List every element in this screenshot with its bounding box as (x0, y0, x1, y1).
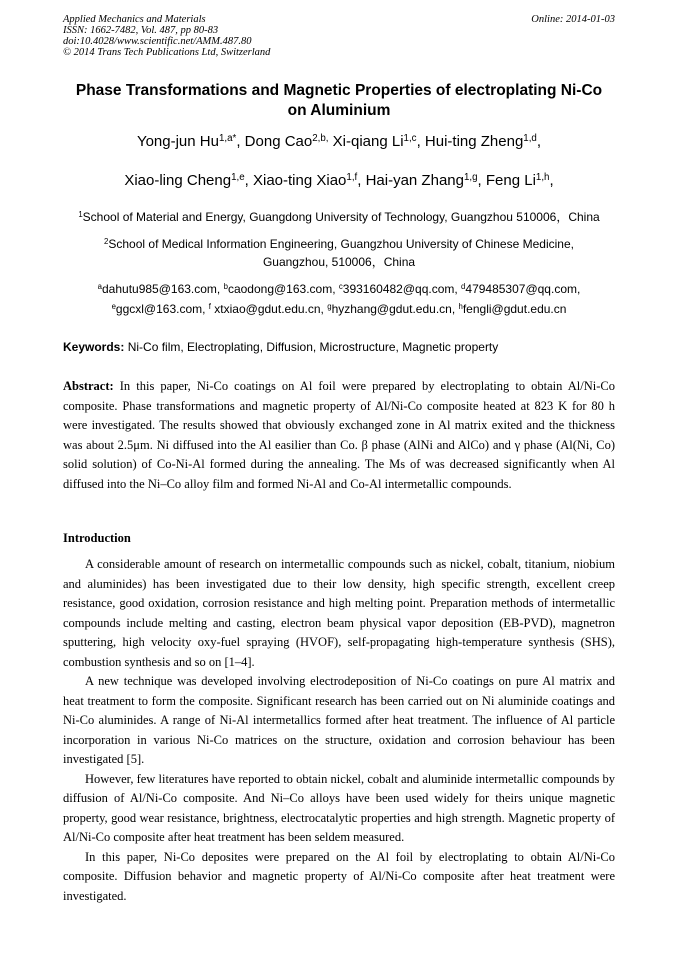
email-link[interactable]: $^a$dahutu985@163.com, (97, 282, 224, 296)
email-link[interactable]: $^g$hyzhang@gdut.edu.cn, (327, 302, 459, 316)
title-line-1: Phase Transformations and Magnetic Properties of electroplating Ni-Co (75, 82, 603, 99)
journal-doi[interactable]: doi:10.4028/www.scientific.net/AMM.487.80 (63, 36, 252, 47)
author: Hai-yan Zhang$^{1,g}$, (365, 172, 486, 189)
authors-line-1 (40, 133, 638, 151)
email-link[interactable]: $^f$ xtxiao@gdut.edu.cn, (208, 302, 328, 316)
email-link[interactable]: $^c$393160482@qq.com, (338, 282, 462, 296)
paragraph: In this paper, Ni-Co deposites were prepared on the Al foil by electroplating to obtain Al/Ni-Co composite. Diffusion behavior and magnetic property of Al/Ni-Co composite after heat treatment were investigated. (63, 849, 615, 903)
email-link[interactable]: $^e$ggcxl@163.com, (111, 302, 209, 316)
abstract-label: Abstract: (63, 379, 114, 393)
emails-line-2 (40, 299, 638, 319)
title-line-2: on Aluminium (287, 102, 391, 119)
journal-name: Applied Mechanics and Materials (63, 14, 206, 25)
journal-issn: ISSN: 1662-7482, Vol. 487, pp 80-83 (63, 25, 219, 36)
introduction-body (63, 555, 615, 906)
abstract-text: In this paper, Ni-Co coatings on Al foil were prepared by electroplating to obtain Al/Ni-Co composite. Phase transformations and magnetic property of Al/Ni-Co composite heated at 823 K for 80 h were investigated. The results showed that obviously exchanged zone in Al matrix exited and the thickness was about 2.5μm. Ni diffused into the Al easilier than Co. β phase (AlNi and AlCo) and γ phase (Al(Ni, Co) solid solution) of Co-Ni-Al formed during the annealing. The Ms of was decreased significantly when Al diffused into the Ni–Co alloy film and formed Ni-Al and Co-Al intermetallic compounds. (63, 379, 615, 491)
author: Hui-ting Zheng$^{1,d}$, (424, 133, 542, 150)
emails-line-1 (40, 279, 638, 299)
keywords-text: Ni-Co film, Electroplating, Diffusion, Microstructure, Magnetic property (124, 340, 499, 354)
paragraph: A new technique was developed involving electrodeposition of Ni-Co coatings on pure Al matrix and heat treatment to form the composite. Significant research has been carried out on Ni aluminide coatings and Ni-Co aluminides. A range of Ni-Al intermetallics formed after heat treatment. The influence of Al particle incorporation in various Ni-Co matrices on the structure, oxidation and corrosion behaviour has been investigated [5]. (63, 674, 615, 766)
author-emails (40, 279, 638, 319)
author: Xi-qiang Li$^{1,c}$, (332, 133, 425, 150)
affiliation-2: $^2$School of Medical Information Engineering, Guangzhou University of Chinese Medicine, Guangzhou, 510006，China (104, 237, 574, 269)
journal-header (63, 14, 615, 58)
paragraph: A considerable amount of research on intermetallic compounds such as nickel, cobalt, titanium, niobium and aluminides) has been investigated due to their low density, high specific strength, excellent creep resistance, good oxidation, corrosion resistance and high melting point. Preparation methods of intermetallic compounds include melting and casting, electron beam physical vapor deposition (EB-PVD), magnetron sputtering, high velocity oxy-fuel spraying (HVOF), self-propagating high-temperature synthesis (SHS), combustion synthesis and so on [1–4]. (63, 557, 615, 669)
email-link[interactable]: $^d$479485307@qq.com, (461, 282, 581, 296)
online-date: Online: 2014-01-03 (531, 14, 615, 25)
author: Xiao-ting Xiao$^{1,f}$, (252, 172, 366, 189)
paper-title (50, 81, 628, 121)
email-link[interactable]: $^h$fengli@gdut.edu.cn (458, 302, 567, 316)
authors-line-2 (40, 172, 638, 190)
author: Dong Cao$^{2,b,}$ (244, 133, 329, 150)
author: Xiao-ling Cheng$^{1,e}$, (124, 172, 253, 189)
author: Feng Li$^{1,h}$, (485, 172, 554, 189)
keywords-label: Keywords: (63, 340, 125, 354)
email-link[interactable]: $^b$caodong@163.com, (223, 282, 339, 296)
paragraph: However, few literatures have reported to obtain nickel, cobalt and aluminide intermetallic compounds by diffusion of Al/Ni-Co composite. And Ni–Co alloys have been used widely for theirs unique magnetic property, good wear resistance, brightness, electrocatalytic properties and high strength. Magnetic property of Al/Ni-Co composite after heat treatment has been seldem measured. (63, 771, 615, 844)
author: Yong-jun $Hu^{1,a*}$, (136, 133, 245, 150)
keywords (63, 339, 615, 355)
section-heading-introduction: Introduction (63, 531, 131, 545)
affiliation-1: $^1$School of Material and Energy, Guangdong University of Technology, Guangzhou 510006，China (78, 210, 600, 224)
journal-copyright: © 2014 Trans Tech Publications Ltd, Switzerland (63, 47, 271, 58)
abstract (63, 377, 615, 494)
